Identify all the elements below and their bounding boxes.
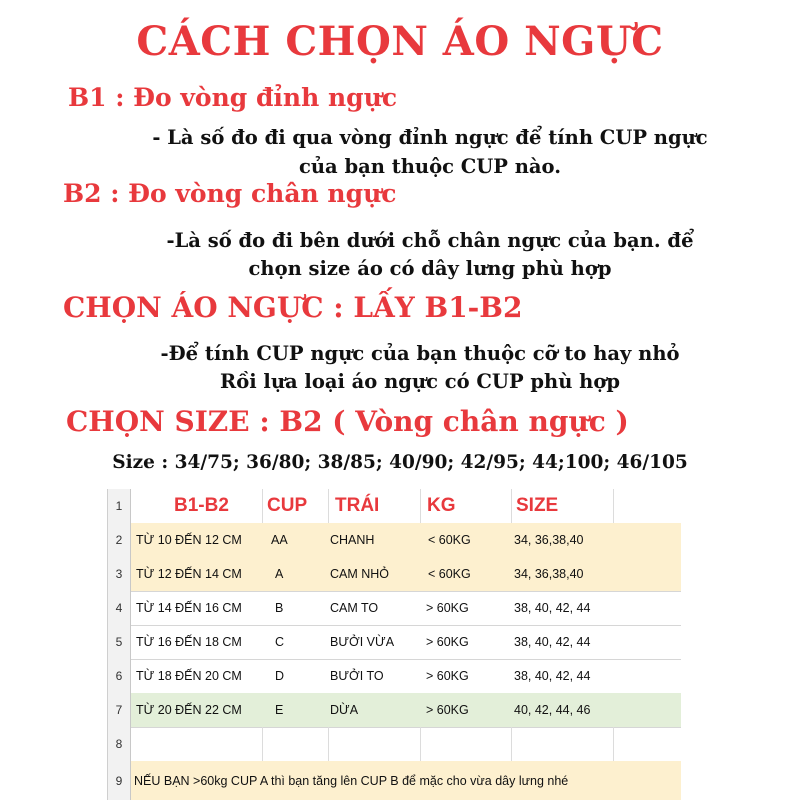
- cell-cup: B: [275, 601, 284, 615]
- row-number: 2: [108, 523, 131, 557]
- choose-bra-desc-line1: -Để tính CUP ngực của bạn thuộc cỡ to hay nhỏ: [160, 342, 680, 365]
- cell-size: 38, 40, 42, 44: [514, 635, 591, 649]
- table-row: [108, 557, 681, 592]
- cell-b1b2: TỪ 14 ĐẾN 16 CM: [136, 601, 242, 615]
- header-size: SIZE: [516, 495, 559, 516]
- table-row-note: [108, 761, 681, 800]
- choose-bra-desc-line2: Rồi lựa loại áo ngực có CUP phù hợp: [220, 370, 620, 393]
- cell-kg: > 60KG: [426, 635, 469, 649]
- cell-trai: CAM NHỎ: [330, 567, 390, 581]
- cell-kg: > 60KG: [426, 601, 469, 615]
- row-number: 5: [108, 625, 131, 659]
- cell-b1b2: TỪ 18 ĐẾN 20 CM: [136, 669, 242, 683]
- cell-size: 34, 36,38,40: [514, 567, 584, 581]
- cell-size: 40, 42, 44, 46: [514, 703, 591, 717]
- cell-kg: < 60KG: [428, 533, 471, 547]
- table-row: [108, 523, 681, 558]
- page-title: CÁCH CHỌN ÁO NGỰC: [136, 18, 664, 65]
- cell-b1b2: TỪ 12 ĐẾN 14 CM: [136, 567, 242, 581]
- table-row-empty: [108, 727, 681, 762]
- b2-desc-line2: chọn size áo có dây lưng phù hợp: [248, 257, 612, 280]
- cell-kg: > 60KG: [426, 669, 469, 683]
- row-number: 8: [108, 727, 131, 761]
- b1-desc-line1: - Là số đo đi qua vòng đỉnh ngực để tính CUP ngực: [152, 126, 708, 149]
- b2-heading: B2 : Đo vòng chân ngực: [63, 179, 397, 208]
- cell-trai: BƯỞI VỪA: [330, 635, 395, 649]
- cell-trai: DỪA: [330, 703, 359, 717]
- cell-cup: E: [275, 703, 284, 717]
- row-number: 4: [108, 591, 131, 625]
- header-kg: KG: [427, 495, 456, 516]
- table-header-row: [108, 489, 681, 524]
- cell-b1b2: TỪ 10 ĐẾN 12 CM: [136, 533, 242, 547]
- cell-kg: < 60KG: [428, 567, 471, 581]
- row-number: 1: [108, 489, 131, 523]
- table-row: [108, 591, 681, 626]
- cell-b1b2: TỪ 16 ĐẾN 18 CM: [136, 635, 242, 649]
- size-list: Size : 34/75; 36/80; 38/85; 40/90; 42/95; 44;100; 46/105: [112, 452, 688, 473]
- b1-heading: B1 : Đo vòng đỉnh ngực: [68, 83, 398, 112]
- cell-size: 38, 40, 42, 44: [514, 601, 591, 615]
- note-text: NẾU BẠN >60kg CUP A thì bạn tăng lên CUP B để mặc cho vừa dây lưng nhé: [134, 773, 569, 788]
- cell-cup: C: [275, 635, 285, 649]
- cell-size: 38, 40, 42, 44: [514, 669, 591, 683]
- row-number: 9: [108, 761, 131, 800]
- row-number: 6: [108, 659, 131, 693]
- size-table: [107, 489, 681, 800]
- header-trai: TRÁI: [335, 495, 380, 516]
- cell-cup: AA: [271, 533, 288, 547]
- choose-bra-heading: CHỌN ÁO NGỰC : LẤY B1-B2: [63, 291, 523, 324]
- cell-trai: CAM TO: [330, 601, 379, 615]
- header-b1b2: B1-B2: [174, 495, 229, 516]
- cell-size: 34, 36,38,40: [514, 533, 584, 547]
- b1-desc-line2: của bạn thuộc CUP nào.: [299, 155, 561, 178]
- cell-b1b2: TỪ 20 ĐẾN 22 CM: [136, 703, 242, 717]
- table-row: [108, 659, 681, 694]
- cell-cup: A: [275, 567, 284, 581]
- cell-kg: > 60KG: [426, 703, 469, 717]
- b2-desc-line1: -Là số đo đi bên dưới chỗ chân ngực của bạn. để: [166, 229, 694, 252]
- table-row: [108, 625, 681, 660]
- cell-trai: CHANH: [330, 533, 375, 547]
- row-number: 7: [108, 693, 131, 727]
- cell-cup: D: [275, 669, 285, 683]
- row-number: 3: [108, 557, 131, 591]
- cell-trai: BƯỞI TO: [330, 669, 384, 683]
- table-row: [108, 693, 681, 728]
- header-cup: CUP: [267, 495, 308, 516]
- choose-size-heading: CHỌN SIZE : B2 ( Vòng chân ngực ): [66, 405, 629, 438]
